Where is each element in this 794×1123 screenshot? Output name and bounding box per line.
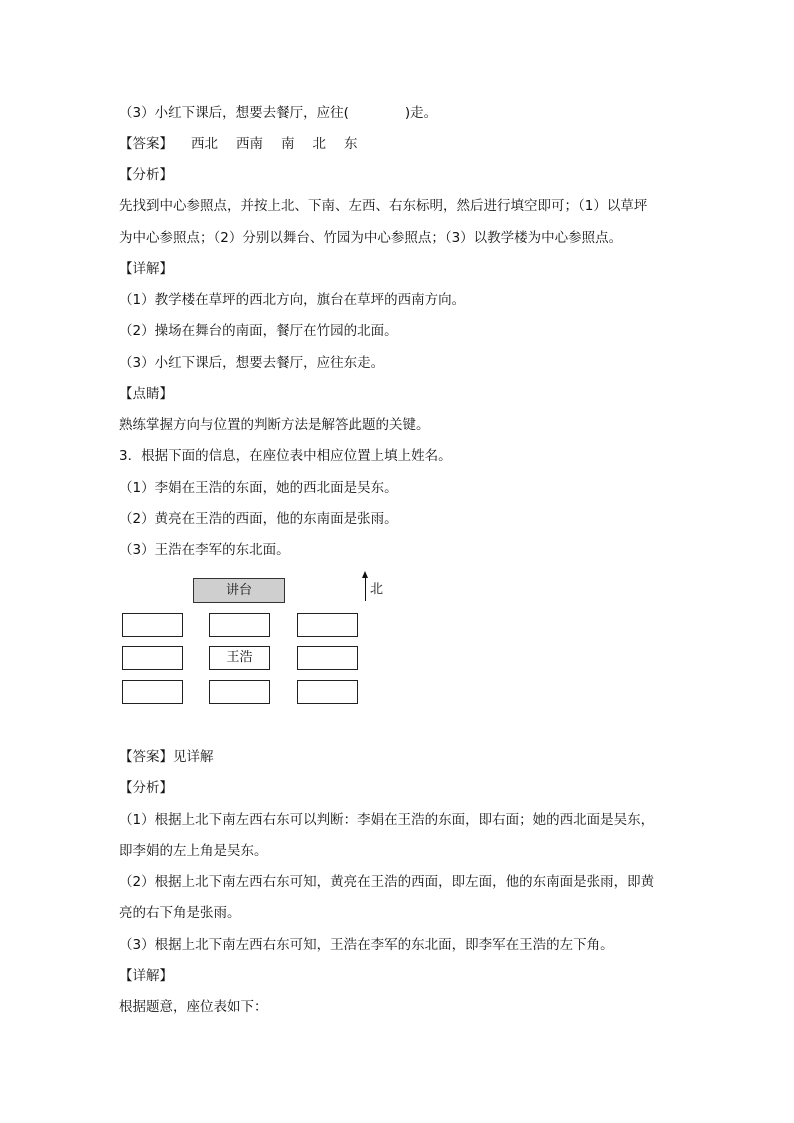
seat-box — [209, 680, 270, 704]
seat-box — [122, 646, 183, 670]
analysis-2-line: 即李娟的左上角是吴东。 — [119, 843, 268, 859]
analysis-line: 先找到中心参照点，并按上北、下南、左西、右东标明，然后进行填空即可；（1）以草坪 — [119, 198, 648, 214]
analysis-2-line: （1）根据上北下南左西右东可以判断：李娟在王浩的东面，即右面；她的西北面是吴东， — [119, 812, 655, 828]
seat-box — [297, 613, 358, 637]
detail-2-line: 根据题意，座位表如下： — [119, 999, 268, 1015]
answer-item: 东 — [344, 136, 358, 152]
analysis-2-label: 【分析】 — [119, 780, 173, 796]
stage-box: 讲台 — [193, 578, 285, 603]
line-q2-3 — [119, 104, 684, 122]
seat-box — [209, 613, 270, 637]
answer-row — [119, 135, 684, 153]
question-text-end: )走。 — [404, 105, 438, 121]
analysis-label: 【分析】 — [119, 167, 173, 183]
analysis-2-line: 亮的右下角是张雨。 — [119, 905, 241, 921]
seat-box — [122, 680, 183, 704]
question-text: （3）小红下课后，想要去餐厅，应往( — [119, 105, 349, 121]
question-3-item: （2）黄亮在王浩的西面，他的东南面是张雨。 — [119, 511, 398, 527]
answer-item: 西南 — [236, 136, 263, 152]
analysis-2-line: （2）根据上北下南左西右东可知，黄亮在王浩的西面，即左面，他的东南面是张雨，即黄 — [119, 874, 655, 890]
analysis-line: 为中心参照点；（2）分别以舞台、竹园为中心参照点；（3）以教学楼为中心参照点。 — [119, 230, 623, 246]
question-3-item: （1）李娟在王浩的东面，她的西北面是吴东。 — [119, 480, 398, 496]
detail-line: （1）教学楼在草坪的西北方向，旗台在草坪的西南方向。 — [119, 292, 466, 308]
question-3: 3．根据下面的信息，在座位表中相应位置上填上姓名。 — [119, 448, 452, 464]
question-3-item: （3）王浩在李军的东北面。 — [119, 542, 290, 558]
seat-box — [297, 680, 358, 704]
detail-label: 【详解】 — [119, 261, 173, 277]
seat-box-wanghao: 王浩 — [209, 646, 270, 670]
seat-box — [297, 646, 358, 670]
answer-item: 南 — [281, 136, 295, 152]
north-label: 北 — [370, 582, 384, 597]
tip-label: 【点睛】 — [119, 386, 173, 402]
answer-2: 【答案】见详解 — [119, 749, 214, 765]
detail-line: （3）小红下课后，想要去餐厅，应往东走。 — [119, 355, 385, 371]
seat-box — [122, 613, 183, 637]
answer-label: 【答案】 — [119, 136, 173, 152]
detail-line: （2）操场在舞台的南面，餐厅在竹园的北面。 — [119, 323, 398, 339]
answer-item: 西北 — [191, 136, 218, 152]
tip-line: 熟练掌握方向与位置的判断方法是解答此题的关键。 — [119, 417, 430, 433]
detail-2-label: 【详解】 — [119, 968, 173, 984]
north-arrow-shaft — [365, 576, 366, 601]
analysis-2-line: （3）根据上北下南左西右东可知，王浩在李军的东北面，即李军在王浩的左下角。 — [119, 937, 614, 953]
answer-item: 北 — [312, 136, 326, 152]
